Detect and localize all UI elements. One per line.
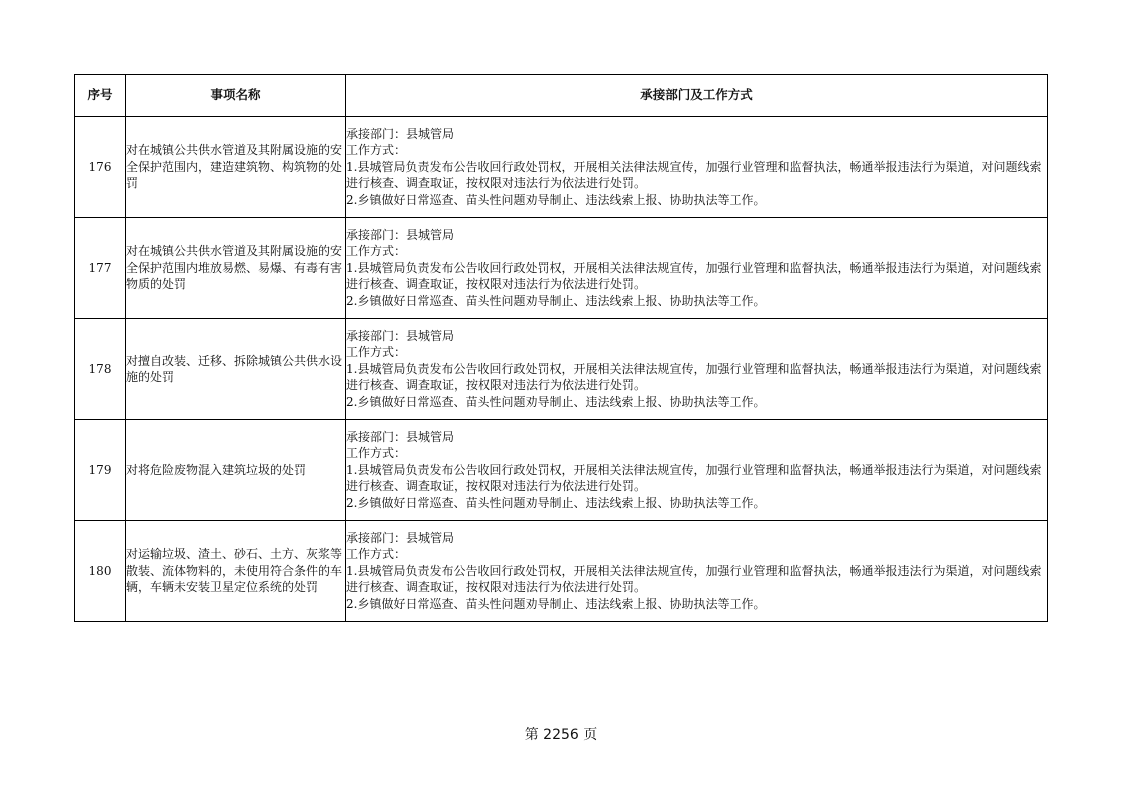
table-row (75, 521, 1048, 622)
mode-item-1: 1.县城管局负责发布公告收回行政处罚权，开展相关法律法规宣传，加强行业管理和监督执法，畅通举报违法行为渠道，对问题线索进行核查、调查取证，按权限对违法行为依法进行处罚。 (346, 563, 1042, 595)
row-item-name: 对将危险废物混入建筑垃圾的处罚 (126, 420, 346, 521)
header-item-name: 事项名称 (126, 75, 346, 117)
table-row (75, 319, 1048, 420)
table-header-row (75, 75, 1048, 117)
row-seq: 179 (75, 420, 126, 521)
row-seq: 177 (75, 218, 126, 319)
row-seq: 180 (75, 521, 126, 622)
matters-table (74, 74, 1048, 622)
row-dept-cell (346, 420, 1048, 521)
mode-line: 工作方式： (346, 244, 407, 259)
mode-item-1: 1.县城管局负责发布公告收回行政处罚权，开展相关法律法规宣传，加强行业管理和监督执法，畅通举报违法行为渠道，对问题线索进行核查、调查取证，按权限对违法行为依法进行处罚。 (346, 462, 1042, 494)
row-item-name: 对运输垃圾、渣土、砂石、土方、灰浆等散装、流体物料的，未使用符合条件的车辆，车辆未安装卫星定位系统的处罚 (126, 521, 346, 622)
row-item-name: 对擅自改装、迁移、拆除城镇公共供水设施的处罚 (126, 319, 346, 420)
dept-line: 承接部门：县城管局 (346, 227, 455, 242)
page-number: 第 2256 页 (524, 727, 598, 743)
mode-item-2: 2.乡镇做好日常巡查、苗头性问题劝导制止、违法线索上报、协助执法等工作。 (346, 192, 766, 207)
mode-item-1: 1.县城管局负责发布公告收回行政处罚权，开展相关法律法规宣传，加强行业管理和监督执法，畅通举报违法行为渠道，对问题线索进行核查、调查取证，按权限对违法行为依法进行处罚。 (346, 159, 1042, 191)
row-dept-cell (346, 319, 1048, 420)
mode-item-2: 2.乡镇做好日常巡查、苗头性问题劝导制止、违法线索上报、协助执法等工作。 (346, 596, 766, 611)
dept-line: 承接部门：县城管局 (346, 429, 455, 444)
row-seq: 178 (75, 319, 126, 420)
row-dept-cell (346, 117, 1048, 218)
dept-line: 承接部门：县城管局 (346, 126, 455, 141)
table-row (75, 420, 1048, 521)
mode-line: 工作方式： (346, 547, 407, 562)
row-dept-cell (346, 218, 1048, 319)
row-item-name: 对在城镇公共供水管道及其附属设施的安全保护范围内堆放易燃、易爆、有毒有害物质的处罚 (126, 218, 346, 319)
row-item-name: 对在城镇公共供水管道及其附属设施的安全保护范围内，建造建筑物、构筑物的处罚 (126, 117, 346, 218)
table-row (75, 117, 1048, 218)
header-dept-mode: 承接部门及工作方式 (346, 75, 1048, 117)
mode-item-2: 2.乡镇做好日常巡查、苗头性问题劝导制止、违法线索上报、协助执法等工作。 (346, 394, 766, 409)
dept-line: 承接部门：县城管局 (346, 328, 455, 343)
mode-item-1: 1.县城管局负责发布公告收回行政处罚权，开展相关法律法规宣传，加强行业管理和监督执法，畅通举报违法行为渠道，对问题线索进行核查、调查取证，按权限对违法行为依法进行处罚。 (346, 361, 1042, 393)
row-seq: 176 (75, 117, 126, 218)
mode-line: 工作方式： (346, 345, 407, 360)
mode-item-2: 2.乡镇做好日常巡查、苗头性问题劝导制止、违法线索上报、协助执法等工作。 (346, 495, 766, 510)
mode-item-2: 2.乡镇做好日常巡查、苗头性问题劝导制止、违法线索上报、协助执法等工作。 (346, 293, 766, 308)
mode-line: 工作方式： (346, 143, 407, 158)
table-row (75, 218, 1048, 319)
mode-line: 工作方式： (346, 446, 407, 461)
mode-item-1: 1.县城管局负责发布公告收回行政处罚权，开展相关法律法规宣传，加强行业管理和监督执法，畅通举报违法行为渠道，对问题线索进行核查、调查取证，按权限对违法行为依法进行处罚。 (346, 260, 1042, 292)
row-dept-cell (346, 521, 1048, 622)
dept-line: 承接部门：县城管局 (346, 530, 455, 545)
header-seq: 序号 (75, 75, 126, 117)
